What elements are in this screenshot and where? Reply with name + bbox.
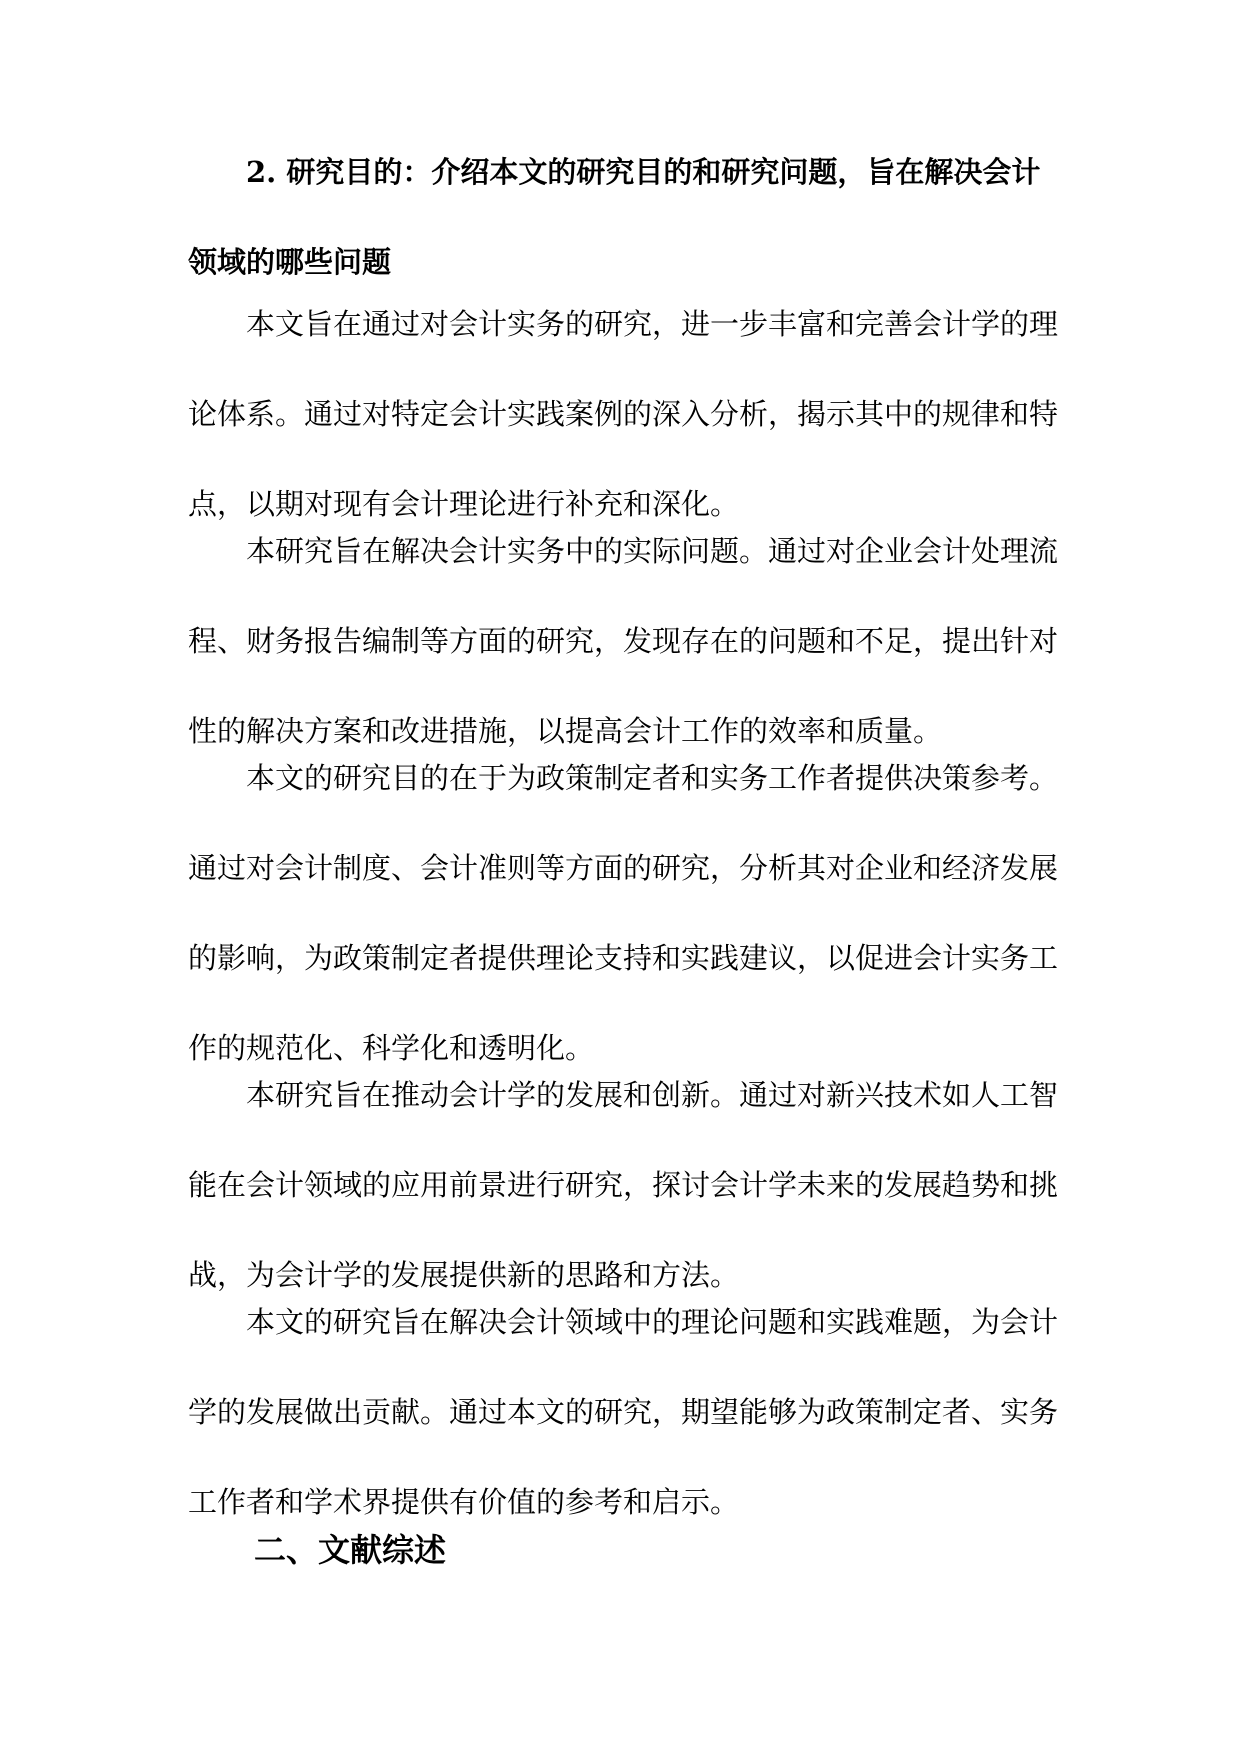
paragraph-line: 点，以期对现有会计理论进行补充和深化。 — [188, 487, 740, 521]
paragraph-line: 本研究旨在解决会计实务中的实际问题。通过对企业会计处理流 — [246, 534, 1059, 568]
paragraph-line: 性的解决方案和改进措施，以提高会计工作的效率和质量。 — [188, 714, 943, 748]
paragraph-line: 本文的研究目的在于为政策制定者和实务工作者提供决策参考。 — [246, 761, 1059, 795]
paragraph-line: 程、财务报告编制等方面的研究，发现存在的问题和不足，提出针对 — [188, 624, 1059, 658]
subheading-line: 2. 研究目的：介绍本文的研究目的和研究问题，旨在解决会计 — [246, 155, 1041, 189]
paragraph-line: 作的规范化、科学化和透明化。 — [188, 1031, 595, 1065]
paragraph-line: 能在会计领域的应用前景进行研究，探讨会计学未来的发展趋势和挑 — [188, 1168, 1059, 1202]
paragraph-line: 战，为会计学的发展提供新的思路和方法。 — [188, 1258, 740, 1292]
paragraph-policy — [188, 733, 1078, 1093]
paragraph-line: 工作者和学术界提供有价值的参考和启示。 — [188, 1485, 740, 1519]
paragraph-line: 本文旨在通过对会计实务的研究，进一步丰富和完善会计学的理 — [246, 307, 1059, 341]
paragraph-line: 本研究旨在推动会计学的发展和创新。通过对新兴技术如人工智 — [246, 1078, 1059, 1112]
subheading-line: 领域的哪些问题 — [188, 245, 392, 279]
paragraph-line: 本文的研究旨在解决会计领域中的理论问题和实践难题，为会计 — [246, 1305, 1059, 1339]
paragraph-line: 通过对会计制度、会计准则等方面的研究，分析其对企业和经济发展 — [188, 851, 1059, 885]
section-heading: 二、文献综述 — [254, 1531, 447, 1569]
paragraph-line: 论体系。通过对特定会计实践案例的深入分析，揭示其中的规律和特 — [188, 397, 1059, 431]
paragraph-line: 的影响，为政策制定者提供理论支持和实践建议，以促进会计实务工 — [188, 941, 1059, 975]
paragraph-contribution — [188, 1277, 1078, 1547]
paragraph-line: 学的发展做出贡献。通过本文的研究，期望能够为政策制定者、实务 — [188, 1395, 1059, 1429]
